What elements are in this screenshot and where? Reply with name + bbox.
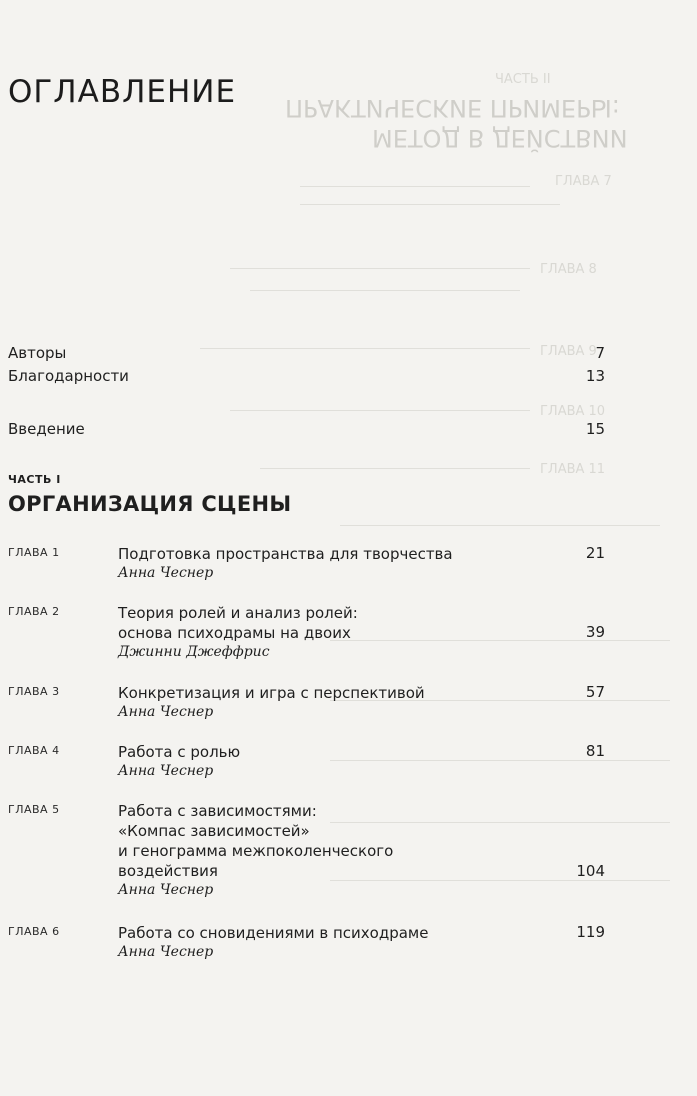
chapter-title: Подготовка пространства для творчества	[118, 545, 453, 563]
bleed-text: МЕТОД В ДЕЙСТВИИ	[372, 124, 628, 152]
chapter-page: 57	[585, 683, 605, 701]
bleed-rule	[300, 186, 530, 187]
chapter-title: Работа с ролью	[118, 743, 241, 761]
chapter-page: 119	[576, 923, 605, 941]
chapter-title: Конкретизация и игра с перспективой	[118, 684, 425, 702]
chapter-author: Джинни Джеффрис	[118, 644, 270, 660]
part-label: ЧАСТЬ I	[8, 473, 61, 486]
toc-entry-acknowledgements[interactable]	[8, 367, 605, 385]
page-title: ОГЛАВЛЕНИЕ	[8, 74, 237, 110]
toc-entry-label: Авторы	[8, 344, 67, 362]
bleed-text: ГЛАВА 8	[540, 262, 597, 277]
bleed-text: ГЛАВА 11	[540, 462, 606, 477]
chapter-label: ГЛАВА 4	[8, 744, 60, 757]
chapter-page: 104	[576, 862, 605, 880]
chapter-author: Анна Чеснер	[118, 763, 214, 779]
toc-entry-page: 7	[595, 344, 605, 362]
bleed-text: ГЛАВА 9	[540, 344, 597, 359]
bleed-text: ЧАСТЬ II	[495, 72, 551, 87]
bleed-rule	[230, 410, 530, 411]
chapter-page: 81	[585, 742, 605, 760]
chapter-title: основа психодрамы на двоих	[118, 624, 351, 642]
chapter-label: ГЛАВА 6	[8, 925, 60, 938]
chapter-title: Теория ролей и анализ ролей:	[118, 604, 358, 622]
chapter-label: ГЛАВА 5	[8, 803, 60, 816]
bleed-text: ПРАКТИЧЕСКИЕ ПРИМЕРЫ:	[285, 94, 620, 122]
chapter-title: «Компас зависимостей»	[118, 822, 310, 840]
bleed-text: ГЛАВА 10	[540, 404, 606, 419]
toc-entry-introduction[interactable]	[8, 420, 605, 438]
chapter-author: Анна Чеснер	[118, 704, 214, 720]
bleed-text: ГЛАВА 7	[555, 174, 612, 189]
bleed-rule	[260, 468, 530, 469]
bleed-rule	[340, 525, 660, 526]
chapter-author: Анна Чеснер	[118, 944, 214, 960]
chapter-title: Работа со сновидениями в психодраме	[118, 924, 429, 942]
toc-entry-label: Введение	[8, 420, 85, 438]
chapter-title: Работа с зависимостями:	[118, 802, 317, 820]
chapter-page: 39	[585, 623, 605, 641]
bleed-rule	[250, 290, 520, 291]
toc-entry-label: Благодарности	[8, 367, 129, 385]
chapter-page: 21	[585, 544, 605, 562]
chapter-title: и генограмма межпоколенческого	[118, 842, 394, 860]
chapter-title: воздействия	[118, 862, 218, 880]
chapter-label: ГЛАВА 3	[8, 685, 60, 698]
chapter-author: Анна Чеснер	[118, 565, 214, 581]
chapter-author: Анна Чеснер	[118, 882, 214, 898]
toc-entry-page: 15	[585, 420, 605, 438]
part-title: ОРГАНИЗАЦИЯ СЦЕНЫ	[8, 492, 292, 516]
bleed-rule	[230, 268, 530, 269]
toc-entry-page: 13	[585, 367, 605, 385]
bleed-rule	[300, 204, 560, 205]
toc-entry-authors[interactable]	[8, 344, 605, 362]
chapter-label: ГЛАВА 1	[8, 546, 60, 559]
chapter-label: ГЛАВА 2	[8, 605, 60, 618]
